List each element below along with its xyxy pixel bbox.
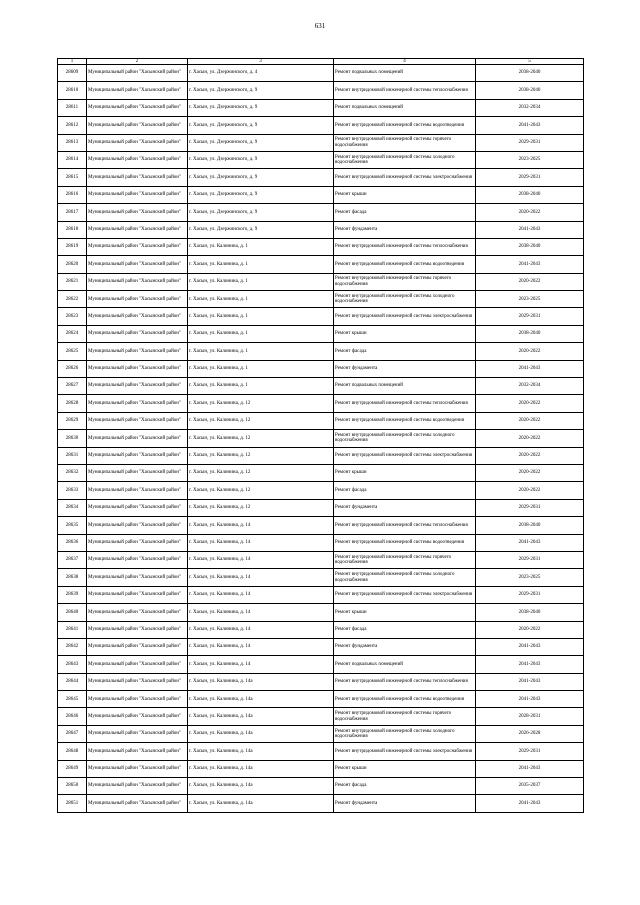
table-row xyxy=(58,343,584,360)
row-number-cell: 28637 xyxy=(58,551,87,568)
row-number-cell: 28618 xyxy=(58,221,87,238)
work-type-cell: Ремонт внутридомовой инженерной системы теплоснабжения xyxy=(334,82,476,99)
period-cell: 2020-2022 xyxy=(476,447,584,464)
address-cell: г. Хасын, ул. Дзержинского, д. 9 xyxy=(188,134,334,151)
work-type-cell: Ремонт подвальных помещений xyxy=(334,656,476,673)
row-number-cell: 28616 xyxy=(58,186,87,203)
municipality-cell: Муниципальный район "Хасынский район" xyxy=(87,551,188,568)
address-cell: г. Хасын, ул. Дзержинского, д. 9 xyxy=(188,169,334,186)
address-cell: г. Хасын, ул. Калинина, д. 12 xyxy=(188,412,334,429)
work-type-cell: Ремонт фундамента xyxy=(334,795,476,812)
municipality-cell: Муниципальный район "Хасынский район" xyxy=(87,447,188,464)
period-cell: 2041-2043 xyxy=(476,760,584,777)
table-body xyxy=(58,65,584,813)
table-row xyxy=(58,412,584,429)
column-number-5: 5 xyxy=(476,59,584,65)
row-number-cell: 28629 xyxy=(58,412,87,429)
work-type-cell: Ремонт крыши xyxy=(334,186,476,203)
address-cell: г. Хасын, ул. Дзержинского, д. 9 xyxy=(188,117,334,134)
row-number-cell: 28613 xyxy=(58,134,87,151)
address-cell: г. Хасын, ул. Дзержинского, д. 9 xyxy=(188,151,334,168)
page-number: 631 xyxy=(314,22,326,30)
row-number-cell: 28649 xyxy=(58,760,87,777)
period-cell: 2038-2040 xyxy=(476,82,584,99)
period-cell: 2020-2022 xyxy=(476,482,584,499)
period-cell: 2041-2043 xyxy=(476,221,584,238)
municipality-cell: Муниципальный район "Хасынский район" xyxy=(87,360,188,377)
address-cell: г. Хасын, ул. Калинина, д. 14 xyxy=(188,604,334,621)
municipality-cell: Муниципальный район "Хасынский район" xyxy=(87,464,188,481)
work-type-cell: Ремонт внутридомовой инженерной системы холодного водоснабжения xyxy=(334,430,476,447)
period-cell: 2029-2031 xyxy=(476,308,584,325)
municipality-cell: Муниципальный район "Хасынский район" xyxy=(87,308,188,325)
address-cell: г. Хасын, ул. Дзержинского, д. 9 xyxy=(188,99,334,116)
period-cell: 2029-2031 xyxy=(476,134,584,151)
address-cell: г. Хасын, ул. Калинина, д. 14а xyxy=(188,691,334,708)
period-cell: 2041-2043 xyxy=(476,534,584,551)
municipality-cell: Муниципальный район "Хасынский район" xyxy=(87,325,188,342)
period-cell: 2038-2040 xyxy=(476,325,584,342)
column-number-2: 2 xyxy=(87,59,188,65)
period-cell: 2041-2043 xyxy=(476,673,584,690)
work-type-cell: Ремонт внутридомовой инженерной системы электроснабжения xyxy=(334,586,476,603)
row-number-cell: 28627 xyxy=(58,378,87,395)
table-row xyxy=(58,778,584,795)
table-row xyxy=(58,656,584,673)
period-cell: 2029-2031 xyxy=(476,586,584,603)
address-cell: г. Хасын, ул. Калинина, д. 14а xyxy=(188,778,334,795)
period-cell: 2020-2022 xyxy=(476,395,584,412)
work-type-cell: Ремонт внутридомовой инженерной системы водоотведения xyxy=(334,256,476,273)
table-row xyxy=(58,395,584,412)
municipality-cell: Муниципальный район "Хасынский район" xyxy=(87,708,188,725)
address-cell: г. Хасын, ул. Дзержинского, д. 9 xyxy=(188,82,334,99)
work-type-cell: Ремонт подвальных помещений xyxy=(334,65,476,82)
work-type-cell: Ремонт внутридомовой инженерной системы электроснабжения xyxy=(334,169,476,186)
period-cell: 2020-2022 xyxy=(476,412,584,429)
address-cell: г. Хасын, ул. Калинина, д. 14а xyxy=(188,760,334,777)
municipality-cell: Муниципальный район "Хасынский район" xyxy=(87,169,188,186)
table-row xyxy=(58,743,584,760)
row-number-cell: 28625 xyxy=(58,343,87,360)
row-number-cell: 28640 xyxy=(58,604,87,621)
address-cell: г. Хасын, ул. Калинина, д. 1 xyxy=(188,238,334,255)
period-cell: 2028-2031 xyxy=(476,708,584,725)
table-row xyxy=(58,360,584,377)
work-type-cell: Ремонт внутридомовой инженерной системы холодного водоснабжения xyxy=(334,151,476,168)
period-cell: 2041-2043 xyxy=(476,795,584,812)
period-cell: 2041-2043 xyxy=(476,117,584,134)
table-row xyxy=(58,604,584,621)
table-row xyxy=(58,273,584,290)
row-number-cell: 28642 xyxy=(58,638,87,655)
address-cell: г. Хасын, ул. Калинина, д. 14 xyxy=(188,569,334,586)
row-number-cell: 28614 xyxy=(58,151,87,168)
period-cell: 2032-2034 xyxy=(476,378,584,395)
period-cell: 2020-2022 xyxy=(476,621,584,638)
municipality-cell: Муниципальный район "Хасынский район" xyxy=(87,725,188,742)
row-number-cell: 28646 xyxy=(58,708,87,725)
municipality-cell: Муниципальный район "Хасынский район" xyxy=(87,151,188,168)
row-number-cell: 28621 xyxy=(58,273,87,290)
municipality-cell: Муниципальный район "Хасынский район" xyxy=(87,656,188,673)
address-cell: г. Хасын, ул. Дзержинского, д. 9 xyxy=(188,186,334,203)
municipality-cell: Муниципальный район "Хасынский район" xyxy=(87,569,188,586)
address-cell: г. Хасын, ул. Калинина, д. 14 xyxy=(188,621,334,638)
table-row xyxy=(58,325,584,342)
table-row xyxy=(58,482,584,499)
table-row xyxy=(58,430,584,447)
period-cell: 2032-2034 xyxy=(476,99,584,116)
period-cell: 2029-2031 xyxy=(476,499,584,516)
address-cell: г. Хасын, ул. Калинина, д. 12 xyxy=(188,447,334,464)
work-type-cell: Ремонт крыши xyxy=(334,464,476,481)
municipality-cell: Муниципальный район "Хасынский район" xyxy=(87,238,188,255)
table-row xyxy=(58,238,584,255)
period-cell: 2023-2025 xyxy=(476,569,584,586)
address-cell: г. Хасын, ул. Калинина, д. 12 xyxy=(188,430,334,447)
address-cell: г. Хасын, ул. Дзержинского, д. 4 xyxy=(188,65,334,82)
row-number-cell: 28609 xyxy=(58,65,87,82)
address-cell: г. Хасын, ул. Калинина, д. 14а xyxy=(188,725,334,742)
address-cell: г. Хасын, ул. Калинина, д. 12 xyxy=(188,464,334,481)
row-number-cell: 28638 xyxy=(58,569,87,586)
row-number-cell: 28645 xyxy=(58,691,87,708)
period-cell: 2038-2040 xyxy=(476,65,584,82)
row-number-cell: 28648 xyxy=(58,743,87,760)
address-cell: г. Хасын, ул. Калинина, д. 1 xyxy=(188,308,334,325)
work-type-cell: Ремонт фундамента xyxy=(334,499,476,516)
address-cell: г. Хасын, ул. Дзержинского, д. 9 xyxy=(188,221,334,238)
table-row xyxy=(58,204,584,221)
municipality-cell: Муниципальный район "Хасынский район" xyxy=(87,204,188,221)
period-cell: 2038-2040 xyxy=(476,186,584,203)
table-row xyxy=(58,169,584,186)
municipality-cell: Муниципальный район "Хасынский район" xyxy=(87,621,188,638)
municipality-cell: Муниципальный район "Хасынский район" xyxy=(87,221,188,238)
table-row xyxy=(58,586,584,603)
period-cell: 2020-2022 xyxy=(476,343,584,360)
work-type-cell: Ремонт фасада xyxy=(334,621,476,638)
municipality-cell: Муниципальный район "Хасынский район" xyxy=(87,673,188,690)
period-cell: 2023-2025 xyxy=(476,291,584,308)
table-row xyxy=(58,151,584,168)
address-cell: г. Хасын, ул. Калинина, д. 14 xyxy=(188,638,334,655)
row-number-cell: 28643 xyxy=(58,656,87,673)
period-cell: 2029-2031 xyxy=(476,169,584,186)
work-type-cell: Ремонт внутридомовой инженерной системы водоотведения xyxy=(334,534,476,551)
address-cell: г. Хасын, ул. Калинина, д. 14а xyxy=(188,795,334,812)
row-number-cell: 28611 xyxy=(58,99,87,116)
work-type-cell: Ремонт внутридомовой инженерной системы горячего водоснабжения xyxy=(334,708,476,725)
work-type-cell: Ремонт внутридомовой инженерной системы теплоснабжения xyxy=(334,673,476,690)
table-row xyxy=(58,134,584,151)
table-row xyxy=(58,517,584,534)
municipality-cell: Муниципальный район "Хасынский район" xyxy=(87,65,188,82)
period-cell: 2035-2037 xyxy=(476,778,584,795)
row-number-cell: 28639 xyxy=(58,586,87,603)
municipality-cell: Муниципальный район "Хасынский район" xyxy=(87,117,188,134)
work-type-cell: Ремонт внутридомовой инженерной системы электроснабжения xyxy=(334,447,476,464)
work-type-cell: Ремонт внутридомовой инженерной системы холодного водоснабжения xyxy=(334,569,476,586)
work-type-cell: Ремонт крыши xyxy=(334,325,476,342)
row-number-cell: 28610 xyxy=(58,82,87,99)
municipality-cell: Муниципальный район "Хасынский район" xyxy=(87,691,188,708)
row-number-cell: 28641 xyxy=(58,621,87,638)
address-cell: г. Хасын, ул. Калинина, д. 1 xyxy=(188,343,334,360)
address-cell: г. Хасын, ул. Калинина, д. 1 xyxy=(188,291,334,308)
address-cell: г. Хасын, ул. Калинина, д. 12 xyxy=(188,482,334,499)
row-number-cell: 28651 xyxy=(58,795,87,812)
work-type-cell: Ремонт внутридомовой инженерной системы горячего водоснабжения xyxy=(334,134,476,151)
work-type-cell: Ремонт подвальных помещений xyxy=(334,378,476,395)
table-row xyxy=(58,569,584,586)
period-cell: 2020-2022 xyxy=(476,204,584,221)
municipality-cell: Муниципальный район "Хасынский район" xyxy=(87,638,188,655)
work-type-cell: Ремонт подвальных помещений xyxy=(334,99,476,116)
table-row xyxy=(58,378,584,395)
work-type-cell: Ремонт внутридомовой инженерной системы холодного водоснабжения xyxy=(334,725,476,742)
row-number-cell: 28634 xyxy=(58,499,87,516)
work-type-cell: Ремонт внутридомовой инженерной системы электроснабжения xyxy=(334,308,476,325)
municipality-cell: Муниципальный район "Хасынский район" xyxy=(87,604,188,621)
table-row xyxy=(58,291,584,308)
table-row xyxy=(58,117,584,134)
municipality-cell: Муниципальный район "Хасынский район" xyxy=(87,760,188,777)
work-type-cell: Ремонт крыши xyxy=(334,760,476,777)
work-type-cell: Ремонт внутридомовой инженерной системы водоотведения xyxy=(334,117,476,134)
period-cell: 2038-2040 xyxy=(476,238,584,255)
municipality-cell: Муниципальный район "Хасынский район" xyxy=(87,499,188,516)
work-type-cell: Ремонт фасада xyxy=(334,778,476,795)
work-type-cell: Ремонт фундамента xyxy=(334,221,476,238)
table-row xyxy=(58,499,584,516)
row-number-cell: 28619 xyxy=(58,238,87,255)
address-cell: г. Хасын, ул. Калинина, д. 14 xyxy=(188,551,334,568)
municipality-cell: Муниципальный район "Хасынский район" xyxy=(87,378,188,395)
row-number-cell: 28635 xyxy=(58,517,87,534)
address-cell: г. Хасын, ул. Калинина, д. 12 xyxy=(188,499,334,516)
row-number-cell: 28622 xyxy=(58,291,87,308)
period-cell: 2026-2028 xyxy=(476,725,584,742)
work-type-cell: Ремонт внутридомовой инженерной системы теплоснабжения xyxy=(334,395,476,412)
municipality-cell: Муниципальный район "Хасынский район" xyxy=(87,482,188,499)
municipality-cell: Муниципальный район "Хасынский район" xyxy=(87,256,188,273)
work-type-cell: Ремонт внутридомовой инженерной системы водоотведения xyxy=(334,691,476,708)
period-cell: 2020-2022 xyxy=(476,273,584,290)
table-row xyxy=(58,691,584,708)
period-cell: 2020-2022 xyxy=(476,430,584,447)
row-number-cell: 28624 xyxy=(58,325,87,342)
work-type-cell: Ремонт фундамента xyxy=(334,638,476,655)
period-cell: 2029-2031 xyxy=(476,551,584,568)
column-number-3: 3 xyxy=(188,59,334,65)
address-cell: г. Хасын, ул. Дзержинского, д. 9 xyxy=(188,204,334,221)
address-cell: г. Хасын, ул. Калинина, д. 14 xyxy=(188,656,334,673)
municipality-cell: Муниципальный район "Хасынский район" xyxy=(87,430,188,447)
address-cell: г. Хасын, ул. Калинина, д. 14 xyxy=(188,517,334,534)
work-type-cell: Ремонт фасада xyxy=(334,482,476,499)
address-cell: г. Хасын, ул. Калинина, д. 1 xyxy=(188,325,334,342)
row-number-cell: 28632 xyxy=(58,464,87,481)
work-type-cell: Ремонт внутридомовой инженерной системы горячего водоснабжения xyxy=(334,551,476,568)
row-number-cell: 28633 xyxy=(58,482,87,499)
work-type-cell: Ремонт внутридомовой инженерной системы холодного водоснабжения xyxy=(334,291,476,308)
period-cell: 2041-2043 xyxy=(476,360,584,377)
row-number-cell: 28628 xyxy=(58,395,87,412)
table-row xyxy=(58,82,584,99)
row-number-cell: 28650 xyxy=(58,778,87,795)
address-cell: г. Хасын, ул. Калинина, д. 12 xyxy=(188,395,334,412)
address-cell: г. Хасын, ул. Калинина, д. 1 xyxy=(188,256,334,273)
address-cell: г. Хасын, ул. Калинина, д. 14а xyxy=(188,673,334,690)
table-row xyxy=(58,551,584,568)
work-type-cell: Ремонт фасада xyxy=(334,204,476,221)
row-number-cell: 28631 xyxy=(58,447,87,464)
table-row xyxy=(58,725,584,742)
work-type-cell: Ремонт внутридомовой инженерной системы горячего водоснабжения xyxy=(334,273,476,290)
municipality-cell: Муниципальный район "Хасынский район" xyxy=(87,134,188,151)
work-type-cell: Ремонт фундамента xyxy=(334,360,476,377)
table-row xyxy=(58,621,584,638)
address-cell: г. Хасын, ул. Калинина, д. 14а xyxy=(188,743,334,760)
table-row xyxy=(58,221,584,238)
municipality-cell: Муниципальный район "Хасынский район" xyxy=(87,743,188,760)
column-number-4: 4 xyxy=(334,59,476,65)
period-cell: 2041-2043 xyxy=(476,638,584,655)
row-number-cell: 28623 xyxy=(58,308,87,325)
period-cell: 2041-2043 xyxy=(476,256,584,273)
row-number-cell: 28630 xyxy=(58,430,87,447)
table-row xyxy=(58,308,584,325)
address-cell: г. Хасын, ул. Калинина, д. 1 xyxy=(188,273,334,290)
table-row xyxy=(58,256,584,273)
period-cell: 2041-2043 xyxy=(476,691,584,708)
address-cell: г. Хасын, ул. Калинина, д. 1 xyxy=(188,378,334,395)
work-type-cell: Ремонт внутридомовой инженерной системы электроснабжения xyxy=(334,743,476,760)
period-cell: 2038-2040 xyxy=(476,517,584,534)
table-row xyxy=(58,534,584,551)
period-cell: 2023-2025 xyxy=(476,151,584,168)
table-row xyxy=(58,673,584,690)
work-type-cell: Ремонт фасада xyxy=(334,343,476,360)
repair-registry-table xyxy=(57,58,584,813)
work-type-cell: Ремонт внутридомовой инженерной системы водоотведения xyxy=(334,412,476,429)
work-type-cell: Ремонт внутридомовой инженерной системы теплоснабжения xyxy=(334,517,476,534)
table-row xyxy=(58,464,584,481)
table-row xyxy=(58,99,584,116)
row-number-cell: 28620 xyxy=(58,256,87,273)
period-cell: 2020-2022 xyxy=(476,464,584,481)
row-number-cell: 28647 xyxy=(58,725,87,742)
row-number-cell: 28636 xyxy=(58,534,87,551)
row-number-cell: 28615 xyxy=(58,169,87,186)
municipality-cell: Муниципальный район "Хасынский район" xyxy=(87,291,188,308)
work-type-cell: Ремонт крыши xyxy=(334,604,476,621)
address-cell: г. Хасын, ул. Калинина, д. 14 xyxy=(188,586,334,603)
row-number-cell: 28617 xyxy=(58,204,87,221)
address-cell: г. Хасын, ул. Калинина, д. 14 xyxy=(188,534,334,551)
period-cell: 2038-2040 xyxy=(476,604,584,621)
municipality-cell: Муниципальный район "Хасынский район" xyxy=(87,586,188,603)
municipality-cell: Муниципальный район "Хасынский район" xyxy=(87,412,188,429)
municipality-cell: Муниципальный район "Хасынский район" xyxy=(87,82,188,99)
row-number-cell: 28626 xyxy=(58,360,87,377)
municipality-cell: Муниципальный район "Хасынский район" xyxy=(87,186,188,203)
table-row xyxy=(58,760,584,777)
municipality-cell: Муниципальный район "Хасынский район" xyxy=(87,534,188,551)
period-cell: 2041-2043 xyxy=(476,656,584,673)
municipality-cell: Муниципальный район "Хасынский район" xyxy=(87,343,188,360)
work-type-cell: Ремонт внутридомовой инженерной системы теплоснабжения xyxy=(334,238,476,255)
municipality-cell: Муниципальный район "Хасынский район" xyxy=(87,99,188,116)
table-row xyxy=(58,447,584,464)
address-cell: г. Хасын, ул. Калинина, д. 1 xyxy=(188,360,334,377)
table-row xyxy=(58,708,584,725)
table-row xyxy=(58,638,584,655)
table-row xyxy=(58,65,584,82)
period-cell: 2029-2031 xyxy=(476,743,584,760)
municipality-cell: Муниципальный район "Хасынский район" xyxy=(87,273,188,290)
column-number-1: 1 xyxy=(58,59,87,65)
municipality-cell: Муниципальный район "Хасынский район" xyxy=(87,517,188,534)
row-number-cell: 28644 xyxy=(58,673,87,690)
municipality-cell: Муниципальный район "Хасынский район" xyxy=(87,778,188,795)
municipality-cell: Муниципальный район "Хасынский район" xyxy=(87,395,188,412)
municipality-cell: Муниципальный район "Хасынский район" xyxy=(87,795,188,812)
table-row xyxy=(58,186,584,203)
row-number-cell: 28612 xyxy=(58,117,87,134)
address-cell: г. Хасын, ул. Калинина, д. 14а xyxy=(188,708,334,725)
table-row xyxy=(58,795,584,812)
